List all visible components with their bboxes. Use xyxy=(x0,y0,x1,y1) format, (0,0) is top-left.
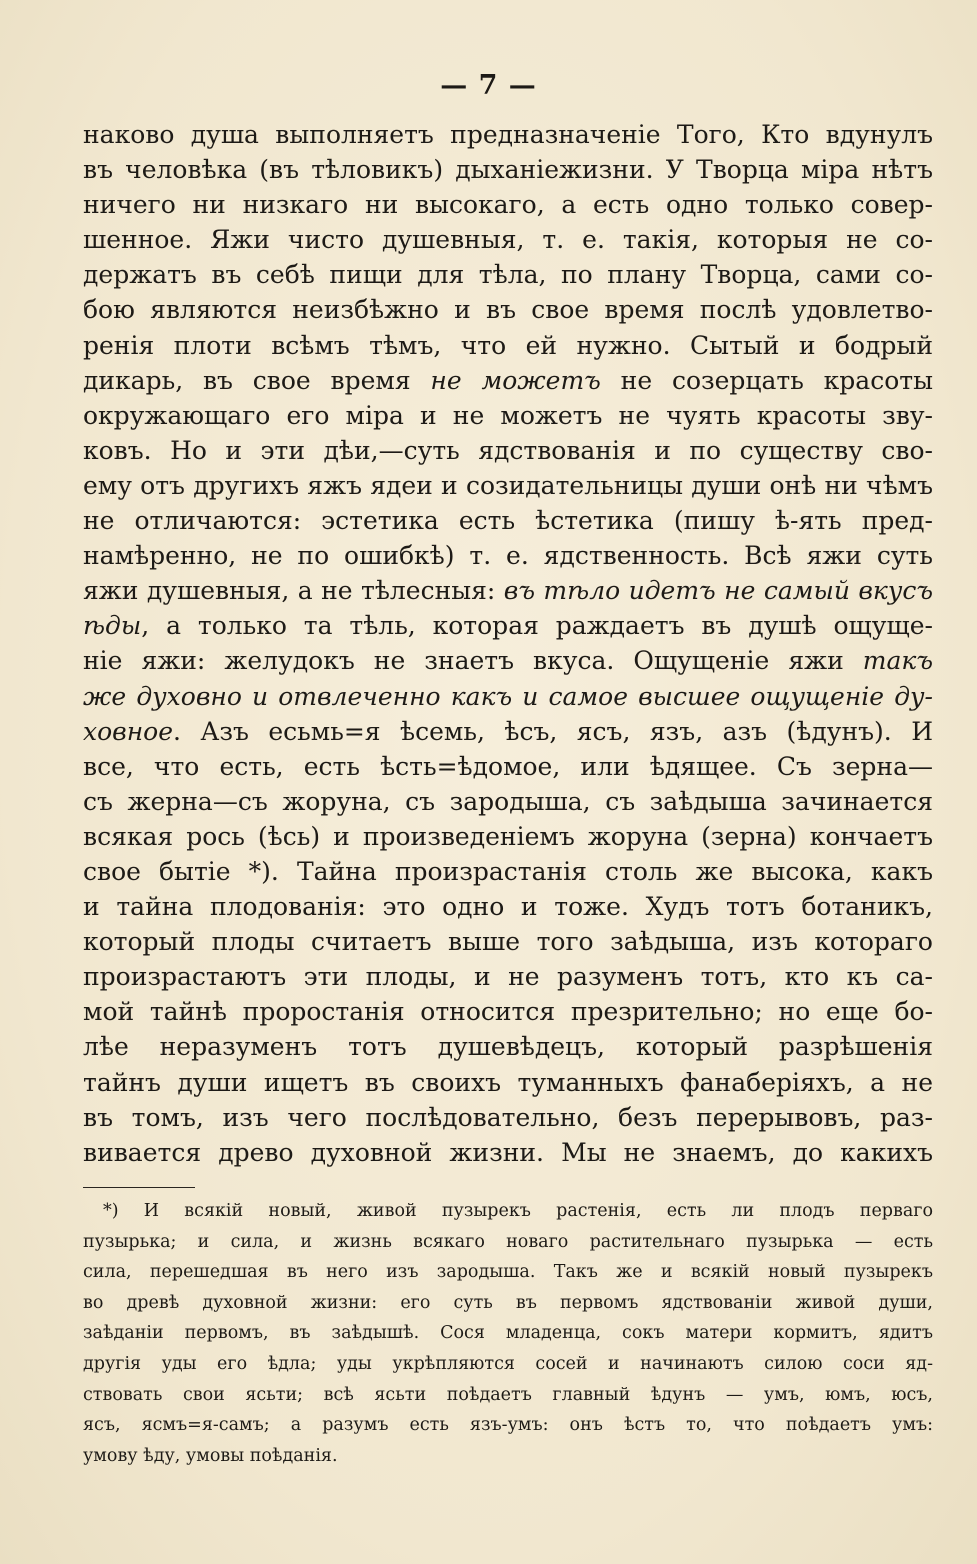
text-line xyxy=(83,187,933,222)
page-number: — 7 — xyxy=(440,70,537,101)
footnote-line: пузырька; и сила, и жизнь всякаго новаго растительнаго пузырька — есть xyxy=(83,1231,933,1252)
text-segment: намѣренно, не по ошибкѣ) т. е. ядственность. Всѣ яжи суть xyxy=(83,541,933,571)
text-segment: ренія плоти всѣмъ тѣмъ, что ей нужно. Сытый и бодрый xyxy=(83,330,933,360)
text-line xyxy=(83,503,933,538)
text-line xyxy=(83,538,933,573)
footnote-line: умову ѣду, умовы поѣданія. xyxy=(83,1445,338,1466)
text-line xyxy=(83,152,933,187)
text-segment: держатъ въ себѣ пищи для тѣла, по плану Творца, сами со- xyxy=(83,260,933,290)
text-segment: свое бытіе *). Тайна произрастанія столь же высока, какъ xyxy=(83,856,933,886)
text-line xyxy=(83,328,933,363)
text-line xyxy=(83,1065,933,1100)
text-line xyxy=(83,292,933,327)
footnote-line: другія уды его ѣдла; уды укрѣпляются сосей и начинаютъ силою соси яд- xyxy=(83,1353,933,1374)
footnote-line: *) И всякій новый, живой пузырекъ растенія, есть ли плодъ перваго xyxy=(103,1201,933,1221)
text-segment: вивается древо духовной жизни. Мы не знаемъ, до какихъ xyxy=(83,1137,933,1167)
text-segment: всякая рось (ѣсь) и произведеніемъ жоруна (зерна) кончаетъ xyxy=(83,821,933,851)
footnote-line: во древѣ духовной жизни: его суть въ первомъ ядствованіи живой души, xyxy=(83,1292,933,1313)
italic-text: ховное xyxy=(83,716,174,746)
text-line xyxy=(83,784,933,819)
text-line xyxy=(83,573,933,608)
text-line xyxy=(83,468,933,503)
text-line xyxy=(83,1029,933,1064)
text-segment: ніе яжи: желудокъ не знаетъ вкуса. Ощущеніе яжи xyxy=(83,646,863,676)
footnote-line: ясъ, ясмъ=я-самъ; а разумъ есть язъ-умъ: онъ ѣстъ то, что поѣдаетъ умъ: xyxy=(83,1415,933,1436)
text-line xyxy=(83,433,933,468)
text-line xyxy=(83,1100,933,1135)
footnote-line: ствовать свои ясьти; всѣ ясьти поѣдаетъ главный ѣдунъ — умъ, юмъ, юсъ, xyxy=(83,1384,933,1405)
italic-text: такъ xyxy=(862,646,933,676)
text-segment: въ томъ, изъ чего послѣдовательно, безъ перерывовъ, раз- xyxy=(83,1102,933,1132)
italic-text: въ тѣло идетъ не самый вкусъ xyxy=(503,576,933,606)
text-line xyxy=(83,714,933,749)
text-segment: и тайна плодованія: это одно и тоже. Худъ тотъ ботаникъ, xyxy=(83,892,933,922)
text-segment: шенное. Яжи чисто душевныя, т. е. такія, которыя не со- xyxy=(83,225,933,255)
footnote-line: заѣданіи первомъ, въ заѣдышѣ. Сося младенца, сокъ матери кормитъ, ядитъ xyxy=(83,1323,933,1344)
text-line xyxy=(83,924,933,959)
text-line xyxy=(83,643,933,678)
text-line xyxy=(83,1135,933,1170)
text-segment: бою являются неизбѣжно и въ свое время послѣ удовлетво- xyxy=(83,295,933,325)
text-segment: ему отъ другихъ яжъ ядеи и созидательницы души онѣ ни чѣмъ xyxy=(83,470,933,500)
text-segment: произрастаютъ эти плоды, и не разуменъ тотъ, кто къ са- xyxy=(83,962,933,992)
text-segment: окружающаго его міра и не можетъ не чуять красоты зву- xyxy=(83,400,933,430)
footnote-line: сила, перешедшая въ него изъ зародыша. Такъ же и всякій новый пузырекъ xyxy=(83,1262,933,1283)
footnote xyxy=(83,1196,933,1471)
text-segment: съ жерна—съ жоруна, съ зародыша, съ заѣдыша зачинается xyxy=(83,786,933,816)
text-segment: яжи душевныя, а не тѣлесныя: xyxy=(83,576,504,606)
italic-text: ѣды xyxy=(83,611,142,641)
text-line xyxy=(83,257,933,292)
text-segment: . Азъ есьмь=я ѣсемь, ѣсъ, ясъ, язъ, азъ (ѣдунъ). И xyxy=(173,716,933,746)
text-segment: ковъ. Но и эти дѣи,—суть ядствованія и по существу сво- xyxy=(83,435,933,465)
text-segment: не созерцать красоты xyxy=(600,365,933,395)
footnote-divider xyxy=(83,1187,195,1188)
text-line xyxy=(83,749,933,784)
text-segment: наково душа выполняетъ предназначеніе Того, Кто вдунулъ xyxy=(83,120,933,149)
text-segment: лѣе неразуменъ тотъ душевѣдецъ, который разрѣшенія xyxy=(83,1032,933,1062)
text-segment: все, что есть, есть ѣсть=ѣдомое, или ѣдящее. Съ зерна— xyxy=(83,751,933,781)
text-segment: въ человѣка (въ тѣловикъ) дыханіежизни. У Творца міра нѣтъ xyxy=(83,155,933,185)
text-segment: который плоды считаетъ выше того заѣдыша, изъ котораго xyxy=(83,927,933,957)
text-segment: ничего ни низкаго ни высокаго, а есть одно только совер- xyxy=(83,190,933,220)
text-line xyxy=(83,608,933,643)
text-segment: дикарь, въ свое время xyxy=(83,365,431,395)
text-segment: мой тайнѣ проростанія относится презрительно; но еще бо- xyxy=(83,997,933,1027)
text-line xyxy=(83,854,933,889)
text-line xyxy=(83,819,933,854)
text-segment: не отличаются: эстетика есть ѣстетика (пишу ѣ-ять пред- xyxy=(83,506,933,536)
text-line xyxy=(83,117,933,152)
text-line xyxy=(83,994,933,1029)
text-line xyxy=(83,679,933,714)
italic-text: не можетъ xyxy=(430,365,601,395)
body-text xyxy=(83,117,933,1170)
text-line xyxy=(83,959,933,994)
italic-text: же духовно и отвлеченно какъ и самое высшее ощущеніе ду- xyxy=(83,681,933,711)
text-segment: тайнъ души ищетъ въ своихъ туманныхъ фанаберіяхъ, а не xyxy=(83,1067,933,1097)
text-segment: , а только та тѣль, которая раждаетъ въ душѣ ощуще- xyxy=(141,611,933,641)
text-line xyxy=(83,363,933,398)
text-line xyxy=(83,222,933,257)
text-line xyxy=(83,398,933,433)
text-line xyxy=(83,889,933,924)
